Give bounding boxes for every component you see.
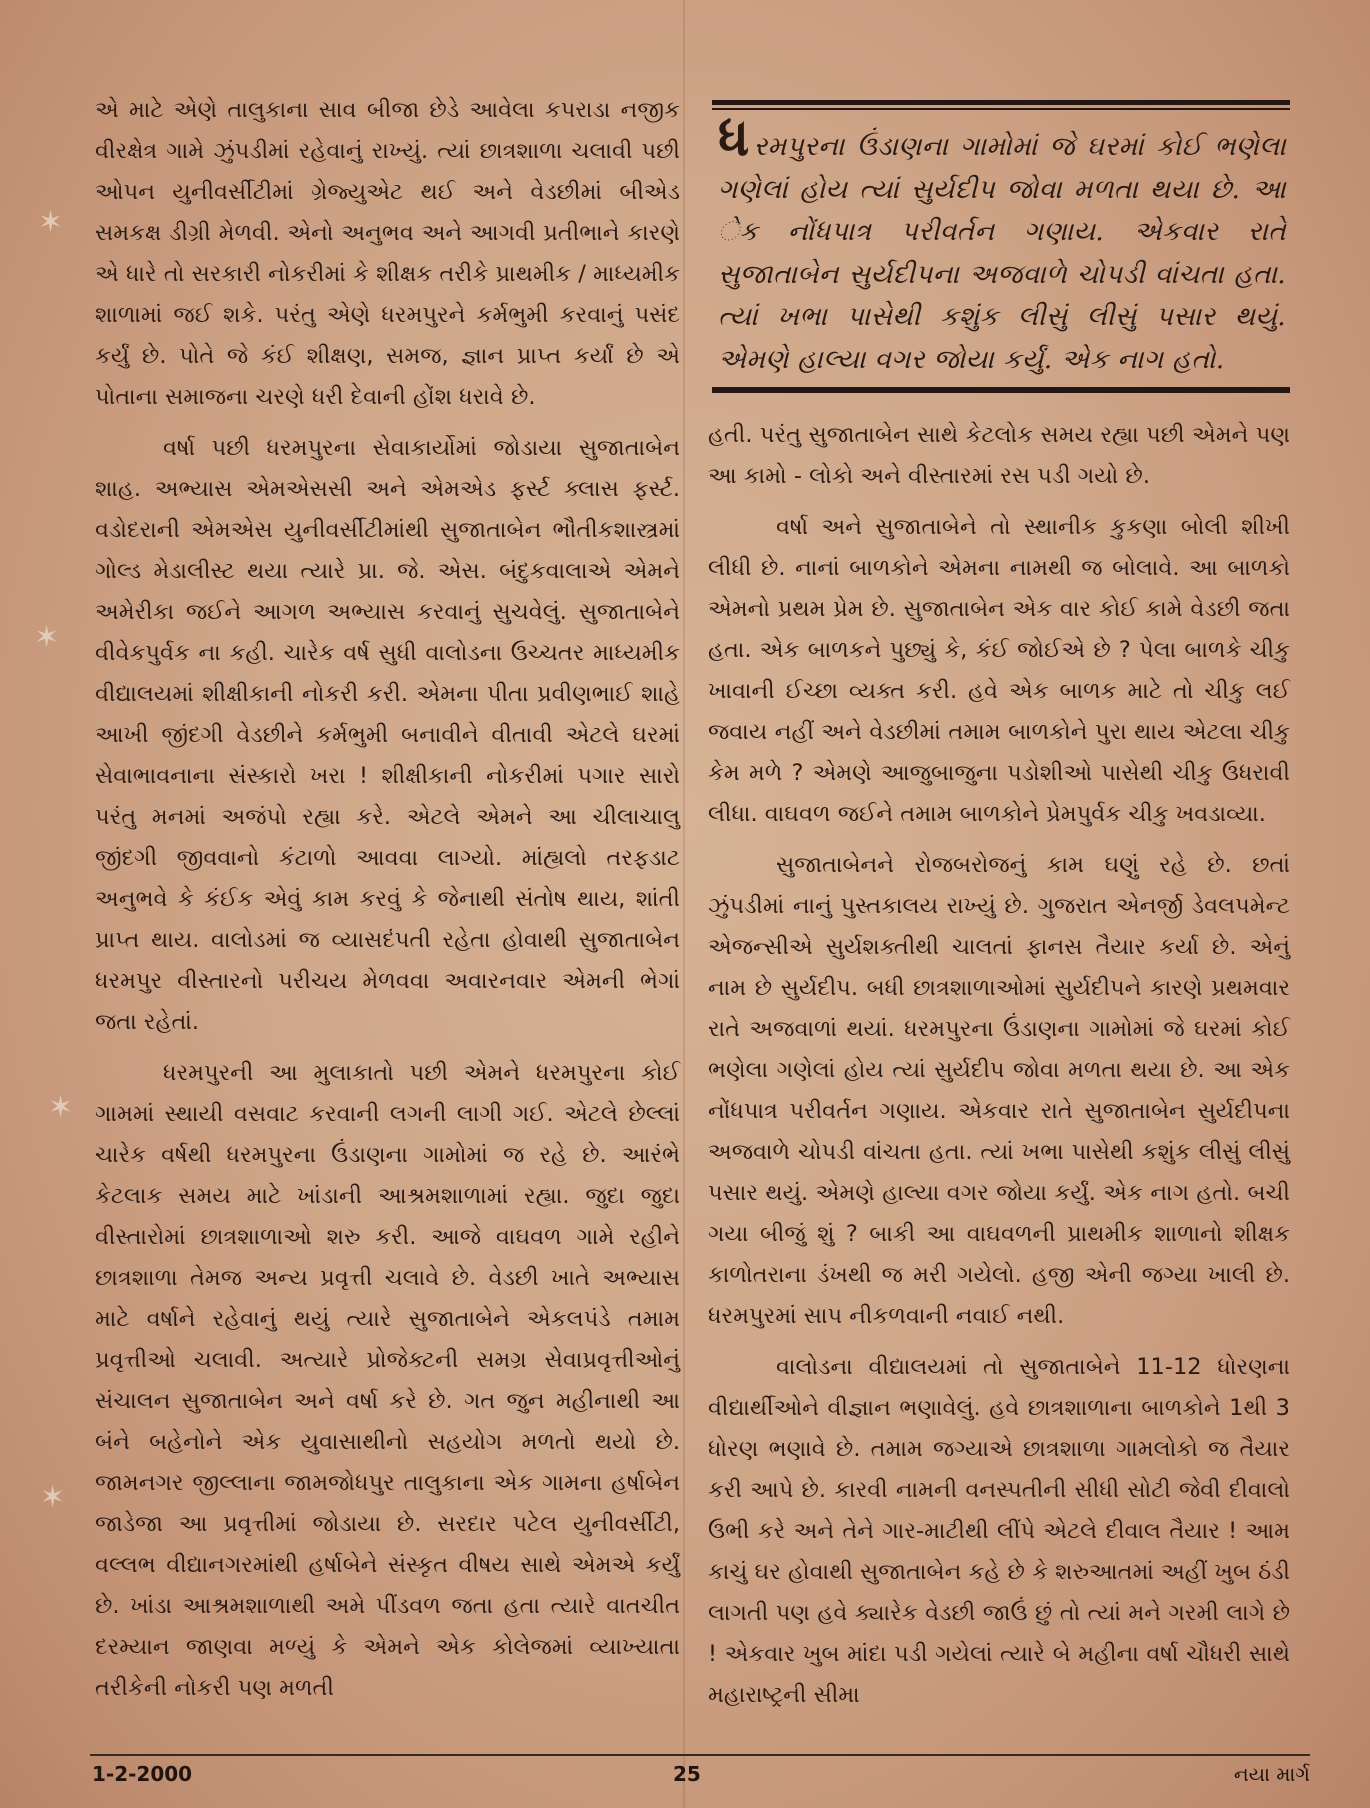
footer-rule — [90, 1754, 1310, 1756]
article-paragraph: વાલોડના વીદ્યાલયમાં તો સુજાતાબેને 11-12 ધોરણના વીદ્યાર્થીઓને વીજ્ઞાન ભણાવેલું. હવે છાત્રશાળાના બાળકોને 1થી 3 ધોરણ ભણાવે છે. તમામ જગ્યાએ છાત્રશાળા ગામલોકો જ તૈયાર કરી આપે છે. કારવી નામની વનસ્પતીની સીધી સોટી જેવી દીવાલો ઉભી કરે અને તેને ગાર-માટીથી લીંપે એટલે દીવાલ તૈયાર ! આમ કાચું ઘર હોવાથી સુજાતાબેન કહે છે કે શરુઆતમાં અહીં ખુબ ઠંડી લાગતી પણ હવે ક્યારેક વેડછી જાઉં છું તો ત્યાં મને ગરમી લાગે છે ! એકવાર ખુબ માંદા પડી ગયેલાં ત્યારે બે મહીના વર્ષા ચૌધરી સાથે મહારાષ્ટ્રની સીમા — [708, 1354, 1290, 1708]
article-paragraph: સુજાતાબેનને રોજબરોજનું કામ ઘણું રહે છે. છતાં ઝુંપડીમાં નાનું પુસ્તકાલય રાખ્યું છે. ગુજરાત એનર્જી ડેવલપમેન્ટ એજન્સીએ સુર્યશક્તીથી ચાલતાં ફાનસ તૈયાર કર્યા છે. એનું નામ છે સુર્યદીપ. બધી છાત્રશાળાઓમાં સુર્યદીપને કારણે પ્રથમવાર રાતે અજવાળાં થયાં. ધરમપુરના ઉંડાણના ગામોમાં જે ઘરમાં કોઈ ભણેલા ગણેલાં હોય ત્યાં સુર્યદીપ જોવા મળતા થયા છે. આ એક નોંધપાત્ર પરીવર્તન ગણાય. એકવાર રાતે સુજાતાબેન સુર્યદીપના અજવાળે ચોપડી વાંચતા હતા. ત્યાં ખભા પાસેથી કશુંક લીસું લીસું પસાર થયું. એમણે હાલ્યા વગર જોયા કર્યું. એક નાગ હતો. બચી ગયા બીજું શું ? બાકી આ વાઘવળની પ્રાથમીક શાળાનો શીક્ષક કાળોતરાના ડંખથી જ મરી ગયેલો. હજી એની જગ્યા ખાલી છે. ધરમપુરમાં સાપ નીકળવાની નવાઈ નથી. — [708, 852, 1290, 1329]
drop-cap: ધ — [718, 107, 750, 168]
pull-quote-top-rule — [712, 100, 1290, 105]
article-paragraph: ધરમપુરની આ મુલાકાતો પછી એમને ધરમપુરના કોઈ ગામમાં સ્થાયી વસવાટ કરવાની લગની લાગી ગઈ. એટલે છેલ્લાં ચારેક વર્ષથી ધરમપુરના ઉંડાણના ગામોમાં જ રહે છે. આરંભે કેટલાક સમય માટે ખાંડાની આશ્રમશાળામાં રહ્યા. જુદા જુદા વીસ્તારોમાં છાત્રશાળાઓ શરુ કરી. આજે વાઘવળ ગામે રહીને છાત્રશાળા તેમજ અન્ય પ્રવૃત્તી ચલાવે છે. વેડછી ખાતે અભ્યાસ માટે વર્ષાને રહેવાનું થયું ત્યારે સુજાતાબેને એકલપંડે તમામ પ્રવૃત્તીઓ ચલાવી. અત્યારે પ્રોજેક્ટની સમગ્ર સેવાપ્રવૃત્તીઓનું સંચાલન સુજાતાબેન અને વર્ષા કરે છે. ગત જુન મહીનાથી આ બંને બહેનોને એક યુવાસાથીનો સહયોગ મળતો થયો છે. જામનગર જીલ્લાના જામજોધપુર તાલુકાના એક ગામના હર્ષાબેન જાડેજા આ પ્રવૃત્તીમાં જોડાયા છે. સરદાર પટેલ યુનીવર્સીટી, વલ્લભ વીદ્યાનગરમાંથી હર્ષાબેને સંસ્કૃત વીષય સાથે એમએ કર્યું છે. ખાંડા આશ્રમશાળાથી અમે પીંડવળ જતા હતા ત્યારે વાતચીત દરમ્યાન જાણવા મળ્યું કે એમને એક કોલેજમાં વ્યાખ્યાતા તરીકેની નોકરી પણ મળતી — [95, 1060, 680, 1701]
page-fold — [683, 0, 685, 1808]
article-paragraph: એ માટે એણે તાલુકાના સાવ બીજા છેડે આવેલા કપરાડા નજીક વીરક્ષેત્ર ગામે ઝુંપડીમાં રહેવાનું રાખ્યું. ત્યાં છાત્રશાળા ચલાવી પછી ઓપન યુનીવર્સીટીમાં ગ્રેજ્યુએટ થઈ અને વેડછીમાં બીએડ સમકક્ષ ડીગ્રી મેળવી. એનો અનુભવ અને આગવી પ્રતીભાને કારણે એ ધારે તો સરકારી નોકરીમાં કે શીક્ષક તરીકે પ્રાથમીક / માધ્યમીક શાળામાં જઈ શકે. પરંતુ એણે ધરમપુરને કર્મભુમી કરવાનું પસંદ કર્યું છે. પોતે જે કંઈ શીક્ષણ, સમજ, જ્ઞાન પ્રાપ્ત કર્યાં છે એ પોતાના સમાજના ચરણે ધરી દેવાની હોંશ ધરાવે છે. — [95, 97, 680, 410]
page-number: 25 — [673, 1762, 701, 1786]
left-article-column — [95, 90, 680, 1709]
article-paragraph: હતી. પરંતુ સુજાતાબેન સાથે કેટલોક સમય રહ્યા પછી એમને પણ આ કામો - લોકો અને વીસ્તારમાં રસ પડી ગયો છે. — [708, 422, 1290, 489]
paper-tear-mark: ✶ — [34, 620, 60, 655]
article-paragraph: વર્ષા પછી ધરમપુરના સેવાકાર્યોમાં જોડાયા સુજાતાબેન શાહ. અભ્યાસ એમએસસી અને એમએડ ફર્સ્ટ ક્લાસ ફર્સ્ટ. વડોદરાની એમએસ યુનીવર્સીટીમાંથી સુજાતાબેન ભૌતીકશાસ્ત્રમાં ગોલ્ડ મેડાલીસ્ટ થયા ત્યારે પ્રા. જે. એસ. બંદુકવાલાએ એમને અમેરીકા જઈને આગળ અભ્યાસ કરવાનું સુચવેલું. સુજાતાબેને વીવેકપુર્વક ના કહી. ચારેક વર્ષ સુધી વાલોડના ઉચ્ચતર માધ્યમીક વીદ્યાલયમાં શીક્ષીકાની નોકરી કરી. એમના પીતા પ્રવીણભાઈ શાહે આખી જીંદગી વેડછીને કર્મભુમી બનાવીને વીતાવી એટલે ઘરમાં સેવાભાવનાના સંસ્કારો ખરા ! શીક્ષીકાની નોકરીમાં પગાર સારો પરંતુ મનમાં અજંપો રહ્યા કરે. એટલે એમને આ ચીલાચાલુ જીંદગી જીવવાનો કંટાળો આવવા લાગ્યો. માંહ્યલો તરફડાટ અનુભવે કે કંઈક એવું કામ કરવું કે જેનાથી સંતોષ થાય, શાંતી પ્રાપ્ત થાય. વાલોડમાં જ વ્યાસદંપતી રહેતા હોવાથી સુજાતાબેન ધરમપુર વીસ્તારનો પરીચય મેળવવા અવારનવાર એમની ભેગાં જતા રહેતાં. — [95, 435, 680, 1035]
magazine-name: નયા માર્ગ — [1233, 1762, 1310, 1786]
paper-tear-mark: ✶ — [40, 1480, 66, 1515]
pull-quote — [712, 100, 1290, 393]
right-article-column — [708, 415, 1290, 1716]
paper-tear-mark: ✶ — [48, 1090, 74, 1125]
issue-date: 1-2-2000 — [92, 1762, 193, 1786]
pull-quote-bottom-rule — [712, 387, 1290, 393]
article-paragraph: વર્ષા અને સુજાતાબેને તો સ્થાનીક કુકણા બોલી શીખી લીધી છે. નાનાં બાળકોને એમના નામથી જ બોલાવે. આ બાળકો એમનો પ્રથમ પ્રેમ છે. સુજાતાબેન એક વાર કોઈ કામે વેડછી જતા હતા. એક બાળકને પુછ્યું કે, કંઈ જોઈએ છે ? પેલા બાળકે ચીકુ ખાવાની ઈચ્છા વ્યક્ત કરી. હવે એક બાળક માટે તો ચીકુ લઈ જવાય નહીં અને વેડછીમાં તમામ બાળકોને પુરા થાય એટલા ચીકુ કેમ મળે ? એમણે આજુબાજુના પડોશીઓ પાસેથી ચીકુ ઉધરાવી લીધા. વાઘવળ જઈને તમામ બાળકોને પ્રેમપુર્વક ચીકુ ખવડાવ્યા. — [708, 514, 1290, 827]
pull-quote-text — [712, 107, 1290, 387]
pull-quote-body: રમપુરના ઉંડાણના ગામોમાં જે ઘરમાં કોઈ ભણેલા ગણેલાં હોય ત્યાં સુર્યદીપ જોવા મળતા થયા છે. આ ેક નોંધપાત્ર પરીવર્તન ગણાય. એકવાર રાતે સુજાતાબેન સુર્યદીપના અજવાળે ચોપડી વાંચતા હતા. ત્યાં ખભા પાસેથી કશુંક લીસું લીસું પસાર થયું. એમણે હાલ્યા વગર જોયા કર્યું. એક નાગ હતો. — [718, 131, 1286, 375]
paper-tear-mark: ✶ — [38, 205, 64, 240]
